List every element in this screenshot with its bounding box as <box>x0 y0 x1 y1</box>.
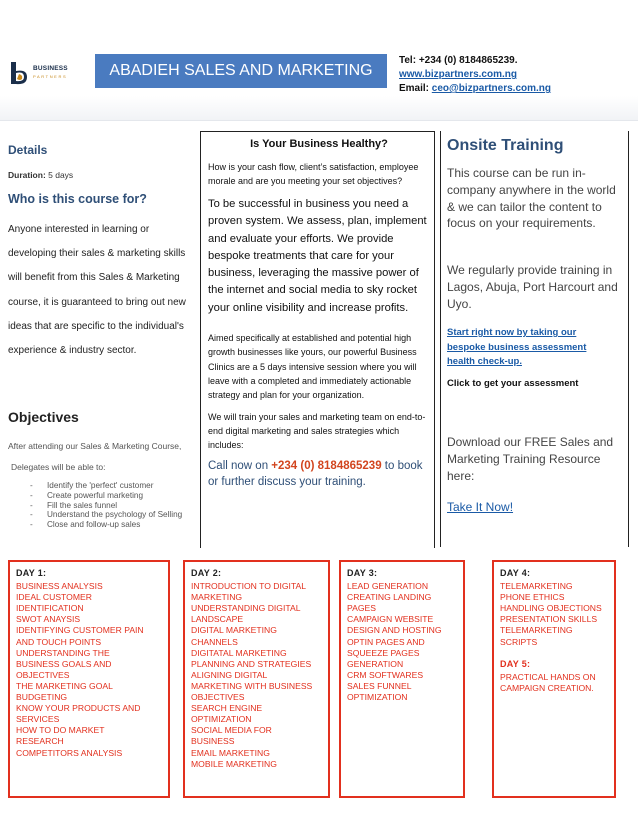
day-item: BUSINESS ANALYSIS <box>16 581 103 592</box>
day-item: PAGES <box>347 603 376 614</box>
day-item: LEAD GENERATION <box>347 581 429 592</box>
objective-item: - Create powerful marketing <box>30 491 190 501</box>
day-item: AND TOUCH POINTS <box>16 636 102 647</box>
day-item: HOW TO DO MARKET <box>16 725 105 736</box>
day-item: SCRIPTS <box>500 636 538 647</box>
day-item: THE MARKETING GOAL <box>16 680 113 691</box>
logo-wordmark: BUSINESS <box>33 65 68 72</box>
day-item: CREATING LANDING <box>347 592 432 603</box>
onsite-description: This course can be run in-company anywhere in the world & we can tailor the content to focus on your requirements. <box>447 166 616 231</box>
day-item: COMPETITORS ANALYSIS <box>16 747 123 758</box>
day-item: SERVICES <box>16 714 60 725</box>
day-5-items <box>500 672 608 694</box>
day-item: PHONE ETHICS <box>500 592 565 603</box>
onsite-heading: Onsite Training <box>447 137 564 154</box>
business-health-heading: Is Your Business Healthy? <box>250 138 388 150</box>
day-item: MARKETING <box>191 592 243 603</box>
day-item: LANDSCAPE <box>191 614 244 625</box>
day-item: BUSINESS GOALS AND <box>16 658 112 669</box>
day-item: TELEMARKETING <box>500 581 573 592</box>
business-health-box <box>200 131 435 548</box>
day-item: UNDERSTANDING THE <box>16 647 110 658</box>
day-1-box <box>8 560 170 798</box>
logo-mark-icon <box>10 62 30 86</box>
contact-tel: Tel: +234 (0) 8184865239. <box>399 55 518 66</box>
duration-value: 5 days <box>45 170 74 180</box>
day-4-title: DAY 4: <box>500 568 531 578</box>
call-suffix: to book or further discuss your training. <box>208 460 423 489</box>
assessment-cta[interactable]: Click to get your assessment <box>447 378 579 389</box>
day-item: EMAIL MARKETING <box>191 747 270 758</box>
call-to-action <box>208 458 430 490</box>
header-divider <box>0 96 638 121</box>
objectives-intro: After attending our Sales & Marketing Course, <box>8 441 182 451</box>
day-item: SQUEEZE PAGES <box>347 647 420 658</box>
day-item: SEARCH ENGINE <box>191 703 263 714</box>
day-item: BUSINESS <box>191 736 235 747</box>
business-clinic-description: Aimed specifically at established and potential high growth businesses like yours, our powerful Business Clinics are a 5 days intensive session where you will leave with a completed and immediately actionable strategy and plan for your organization. <box>208 333 417 401</box>
day-1-title: DAY 1: <box>16 568 47 578</box>
objective-item: - Understand the psychology of Selling <box>30 510 190 520</box>
email-label: Email: <box>399 83 432 94</box>
day-item: OBJECTIVES <box>191 692 245 703</box>
day-1-items <box>16 581 162 759</box>
day-2-box <box>183 560 330 798</box>
day-4-5-box <box>492 560 616 798</box>
day-item: MOBILE MARKETING <box>191 758 277 769</box>
day-item: SWOT ANAYSIS <box>16 614 81 625</box>
who-body-text: Anyone interested in learning or developing their sales & marketing skills will benefit from this Sales & Marketing course, it is guaranteed to bring out new ideas that are specific to the individual's experience & industry sector. <box>8 224 186 357</box>
day-item: CHANNELS <box>191 636 238 647</box>
day-item: OPTIN PAGES AND <box>347 636 425 647</box>
call-phone-link[interactable]: +234 (0) 8184865239 <box>271 460 382 473</box>
download-text: Download our FREE Sales and Marketing Training Resource here: <box>447 435 614 483</box>
take-it-now-link[interactable]: Take It Now! <box>447 500 514 514</box>
day-2-title: DAY 2: <box>191 568 222 578</box>
day-item: PRESENTATION SKILLS <box>500 614 598 625</box>
assessment-link[interactable]: Start right now by taking our bespoke business assessment health check-up. <box>447 327 587 367</box>
objective-item: - Identify the 'perfect' customer <box>30 481 190 491</box>
day-item: CRM SOFTWARES <box>347 669 424 680</box>
day-item: CAMPAIGN CREATION. <box>500 682 594 693</box>
training-description: We will train your sales and marketing team on end-to-end digital marketing and sales strategies which includes: <box>208 411 426 451</box>
business-health-pitch: To be successful in business you need a proven system. We assess, plan, implement and evaluate your efforts. We provide bespoke treatments that care for your business, leveraging the massive power of the internet and social media to sky rocket your online visibility and increase profits. <box>208 198 427 314</box>
day-item: PRACTICAL HANDS ON <box>500 671 596 682</box>
day-item: IDEAL CUSTOMER <box>16 592 92 603</box>
objectives-heading: Objectives <box>8 409 79 425</box>
website-link[interactable]: www.bizpartners.com.ng <box>399 69 517 80</box>
business-partners-logo <box>10 60 70 88</box>
day-item: PLANNING AND STRATEGIES <box>191 658 312 669</box>
day-item: TELEMARKETING <box>500 625 573 636</box>
day-item: INTRODUCTION TO DIGITAL <box>191 581 307 592</box>
call-prefix: Call now on <box>208 460 272 473</box>
duration-label: Duration: <box>8 170 46 180</box>
objective-item: - Fill the sales funnel <box>30 501 190 511</box>
email-link[interactable]: ceo@bizpartners.com.ng <box>431 83 552 94</box>
day-item: SALES FUNNEL <box>347 680 412 691</box>
day-item: UNDERSTANDING DIGITAL <box>191 603 301 614</box>
day-5-title: DAY 5: <box>500 658 531 669</box>
day-item: OPTIMIZATION <box>191 714 252 725</box>
day-item: DIGITATAL MARKETING <box>191 647 287 658</box>
details-heading: Details <box>8 143 48 157</box>
day-item: RESEARCH <box>16 736 64 747</box>
day-item: CAMPAIGN WEBSITE <box>347 614 434 625</box>
day-item: BUDGETING <box>16 692 68 703</box>
day-3-items <box>347 581 457 703</box>
contact-email-line <box>399 82 551 96</box>
day-item: MARKETING WITH BUSINESS <box>191 680 313 691</box>
logo-submark: PARTNERS <box>33 74 68 79</box>
objectives-list <box>30 481 190 530</box>
day-item: HANDLING OBJECTIONS <box>500 603 602 614</box>
day-item: GENERATION <box>347 658 404 669</box>
who-heading: Who is this course for? <box>8 192 147 206</box>
day-item: SOCIAL MEDIA FOR <box>191 725 272 736</box>
day-item: IDENTIFYING CUSTOMER PAIN <box>16 625 144 636</box>
day-item: OPTIMIZATION <box>347 692 408 703</box>
onsite-locations: We regularly provide training in Lagos, Abuja, Port Harcourt and Uyo. <box>447 263 618 311</box>
day-3-title: DAY 3: <box>347 568 378 578</box>
duration-line <box>8 170 73 180</box>
day-item: OBJECTIVES <box>16 669 70 680</box>
day-item: IDENTIFICATION <box>16 603 84 614</box>
day-item: DESIGN AND HOSTING <box>347 625 442 636</box>
day-3-box <box>339 560 465 798</box>
day-4-items <box>500 581 608 648</box>
day-item: DIGITAL MARKETING <box>191 625 277 636</box>
objective-item: - Close and follow-up sales <box>30 520 190 530</box>
objectives-delegates: Delegates will be able to: <box>11 462 106 472</box>
company-banner: ABADIEH SALES AND MARKETING <box>95 54 387 88</box>
day-item: ALIGNING DIGITAL <box>191 669 268 680</box>
business-health-question: How is your cash flow, client’s satisfaction, employee morale and are you meeting your set objectives? <box>208 162 419 186</box>
contact-block <box>399 54 551 96</box>
day-item: KNOW YOUR PRODUCTS AND <box>16 703 141 714</box>
day-2-items <box>191 581 322 770</box>
